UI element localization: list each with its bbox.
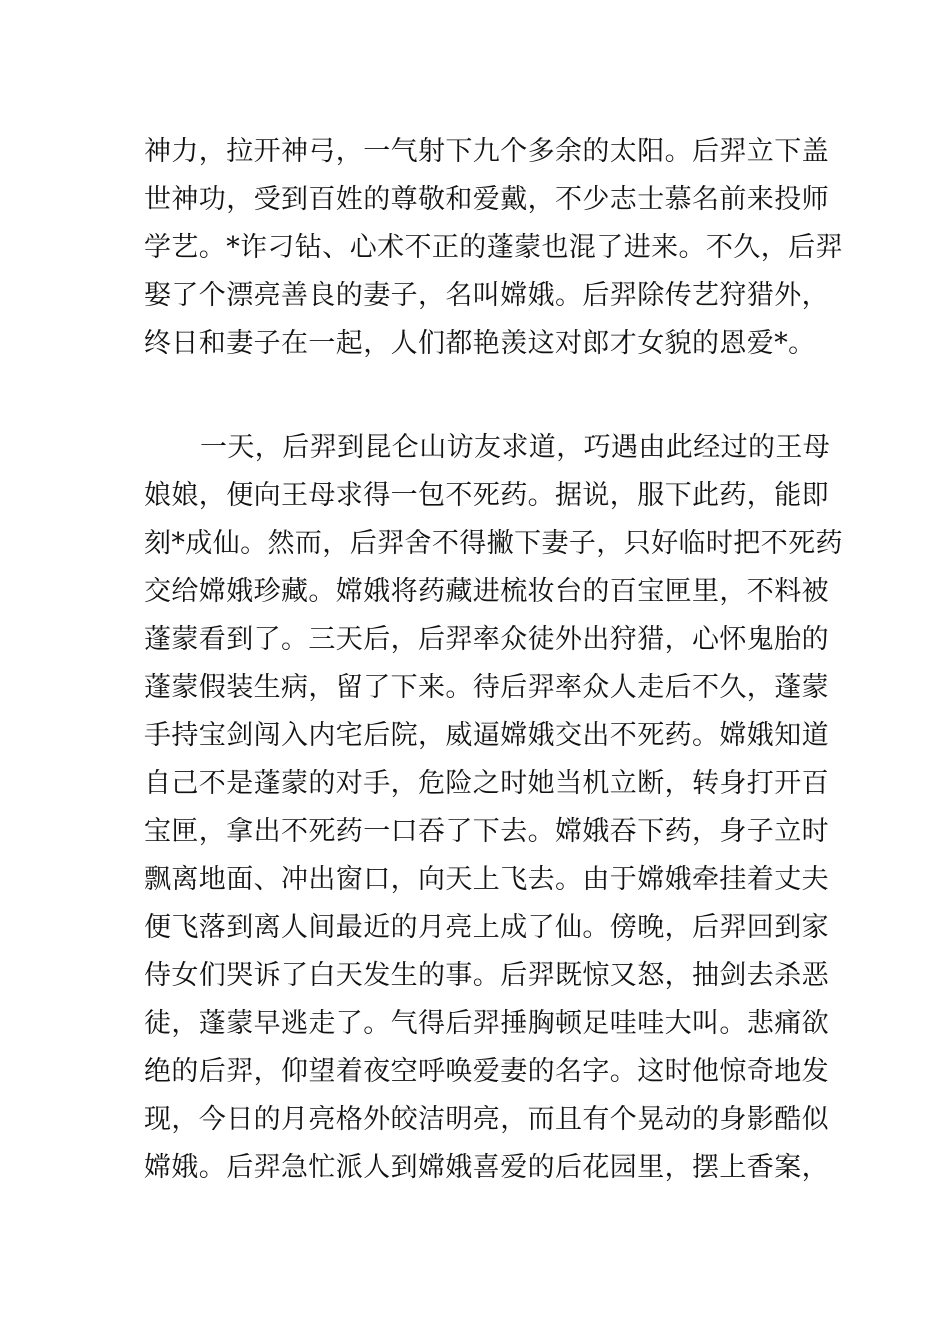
paragraph-line: 蓬蒙假装生病，留了下来。待后羿率众人走后不久，蓬蒙 [144, 672, 829, 703]
paragraph-line: 学艺。*诈刁钻、心术不正的蓬蒙也混了进来。不久，后羿 [144, 232, 843, 263]
paragraph-line: 娘娘，便向王母求得一包不死药。据说，服下此药，能即 [144, 480, 829, 511]
paragraph-line: 世神功，受到百姓的尊敬和爱戴，不少志士慕名前来投师 [144, 184, 829, 215]
paragraph-line: 宝匣，拿出不死药一口吞了下去。嫦娥吞下药，身子立时 [144, 816, 829, 847]
paragraph-line: 飘离地面、冲出窗口，向天上飞去。由于嫦娥牵挂着丈夫 [144, 864, 829, 895]
paragraph-line: 手持宝剑闯入内宅后院，威逼嫦娥交出不死药。嫦娥知道 [144, 720, 829, 751]
paragraph-line: 嫦娥。后羿急忙派人到嫦娥喜爱的后花园里，摆上香案， [144, 1152, 829, 1183]
paragraph-line: 便飞落到离人间最近的月亮上成了仙。傍晚，后羿回到家 [144, 912, 829, 943]
paragraph-line: 神力，拉开神弓，一气射下九个多余的太阳。后羿立下盖 [144, 136, 829, 167]
paragraph-line: 侍女们哭诉了白天发生的事。后羿既惊又怒，抽剑去杀恶 [144, 960, 829, 991]
paragraph-line: 自己不是蓬蒙的对手，危险之时她当机立断，转身打开百 [144, 768, 829, 799]
paragraph-line: 绝的后羿，仰望着夜空呼唤爱妻的名字。这时他惊奇地发 [144, 1056, 829, 1087]
paragraph-line: 娶了个漂亮善良的妻子，名叫嫦娥。后羿除传艺狩猎外， [144, 280, 829, 311]
paragraph-line: 徒，蓬蒙早逃走了。气得后羿捶胸顿足哇哇大叫。悲痛欲 [144, 1008, 829, 1039]
paragraph-line: 交给嫦娥珍藏。嫦娥将药藏进梳妆台的百宝匣里，不料被 [144, 576, 829, 607]
paragraph-line: 蓬蒙看到了。三天后，后羿率众徒外出狩猎，心怀鬼胎的 [144, 624, 829, 655]
paragraph-line: 现，今日的月亮格外皎洁明亮，而且有个晃动的身影酷似 [144, 1104, 829, 1135]
paragraph-line: 刻*成仙。然而，后羿舍不得撇下妻子，只好临时把不死药 [144, 528, 843, 559]
paragraph-line: 终日和妻子在一起，人们都艳羡这对郎才女貌的恩爱*。 [144, 328, 816, 359]
paragraph-line: 一天，后羿到昆仑山访友求道，巧遇由此经过的王母 [200, 432, 831, 463]
